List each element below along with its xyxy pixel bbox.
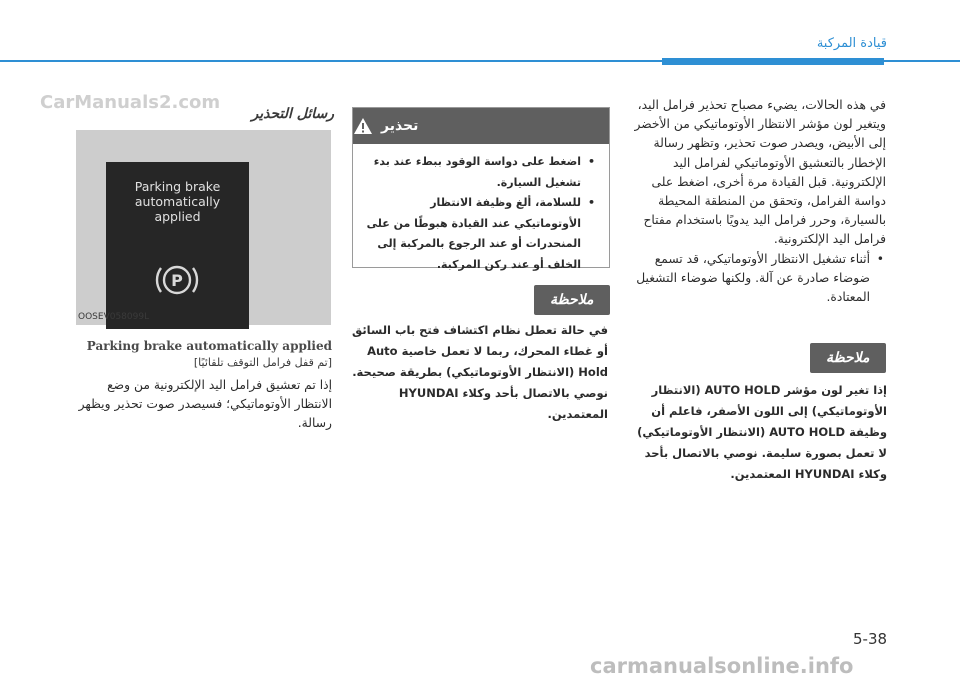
section-title: رسائل التحذير <box>251 106 334 122</box>
warning-triangle-icon <box>353 117 373 135</box>
caution-item: • اضغط على دواسة الوقود ببطء عند بدء تشغيل السيارة. <box>361 152 597 193</box>
display-line-1: Parking brake <box>134 179 221 194</box>
caution-box <box>352 107 610 271</box>
note-label-middle: ملاحظة <box>534 285 610 315</box>
cluster-display-panel <box>106 162 249 329</box>
header-accent-bar <box>662 58 884 65</box>
right-column <box>632 96 886 307</box>
page-number: 5-38 <box>853 630 888 648</box>
right-bullet-list <box>632 250 886 308</box>
display-message <box>106 162 249 224</box>
caution-list <box>361 152 597 275</box>
right-bullet-item: • أثناء تشغيل الانتظار الأوتوماتيكي، قد تسمع ضوضاء صادرة عن آلة. ولكنها ضوضاء التشغيل المعتادة. <box>632 250 886 308</box>
cluster-display-image <box>76 130 331 325</box>
note-label-right: ملاحظة <box>810 343 886 373</box>
figure-caption-en: Parking brake automatically applied <box>86 339 332 353</box>
parking-brake-icon <box>155 260 199 300</box>
image-code: OOSEV058099L <box>78 312 150 322</box>
left-paragraph: إذا تم تعشيق فرامل اليد الإلكترونية من وضع الانتظار الأوتوماتيكي؛ فسيصدر صوت تحذير ويظهر رسالة. <box>78 378 332 431</box>
note-text-right: إذا تغير لون مؤشر AUTO HOLD (الانتظار الأوتوماتيكي) إلى اللون الأصفر، فاعلم أن وظيفة AUTO HOLD (الانتظار الأوتوماتيكي) لا تعمل بصورة سليمة. نوصي بالاتصال بأحد وكلاء HYUNDAI المعتمدين. <box>637 383 887 481</box>
note-text-middle: في حالة تعطل نظام اكتشاف فتح باب السائق أو غطاء المحرك، ربما لا تعمل خاصية Auto Hold (الانتظار الأوتوماتيكي) بطريقة صحيحة. نوصي بالاتصال بأحد وكلاء HYUNDAI المعتمدين. <box>351 323 608 421</box>
chapter-title: قيادة المركبة <box>816 36 887 51</box>
svg-text:P: P <box>171 271 183 290</box>
watermark-top: CarManuals2.com <box>40 92 221 113</box>
right-paragraph: في هذه الحالات، يضيء مصباح تحذير فرامل اليد، ويتغير لون مؤشر الانتظار الأوتوماتيكي من الأخضر إلى الأبيض، ويصدر صوت تحذير، وتظهر رسالة الإخطار بالتعشيق الأوتوماتيكي لفرامل اليد الإلكترونية. قبل القيادة مرة أخرى، اضغط على دواسة الفرامل، وتحقق من المنطقة المحيطة بالسيارة، وحرر فرامل اليد يدويًا باستخدام مفتاح فرامل اليد الإلكترونية. <box>634 98 886 247</box>
caution-header <box>353 108 609 144</box>
caution-label: تحذير <box>381 118 419 134</box>
caution-item: • للسلامة، ألغ وظيفة الانتظار الأوتوماتيكي عند القيادة هبوطًا من على المنحدرات أو عند الرجوع بالمركبة إلى الخلف أو عند ركن المركبة. <box>361 193 597 275</box>
display-line-2: automatically <box>134 194 221 209</box>
figure-caption-ar: [تم قفل فرامل التوقف تلقائيًا] <box>193 356 332 369</box>
display-line-3: applied <box>154 209 201 224</box>
watermark-footer: carmanualsonline.info <box>590 654 854 678</box>
